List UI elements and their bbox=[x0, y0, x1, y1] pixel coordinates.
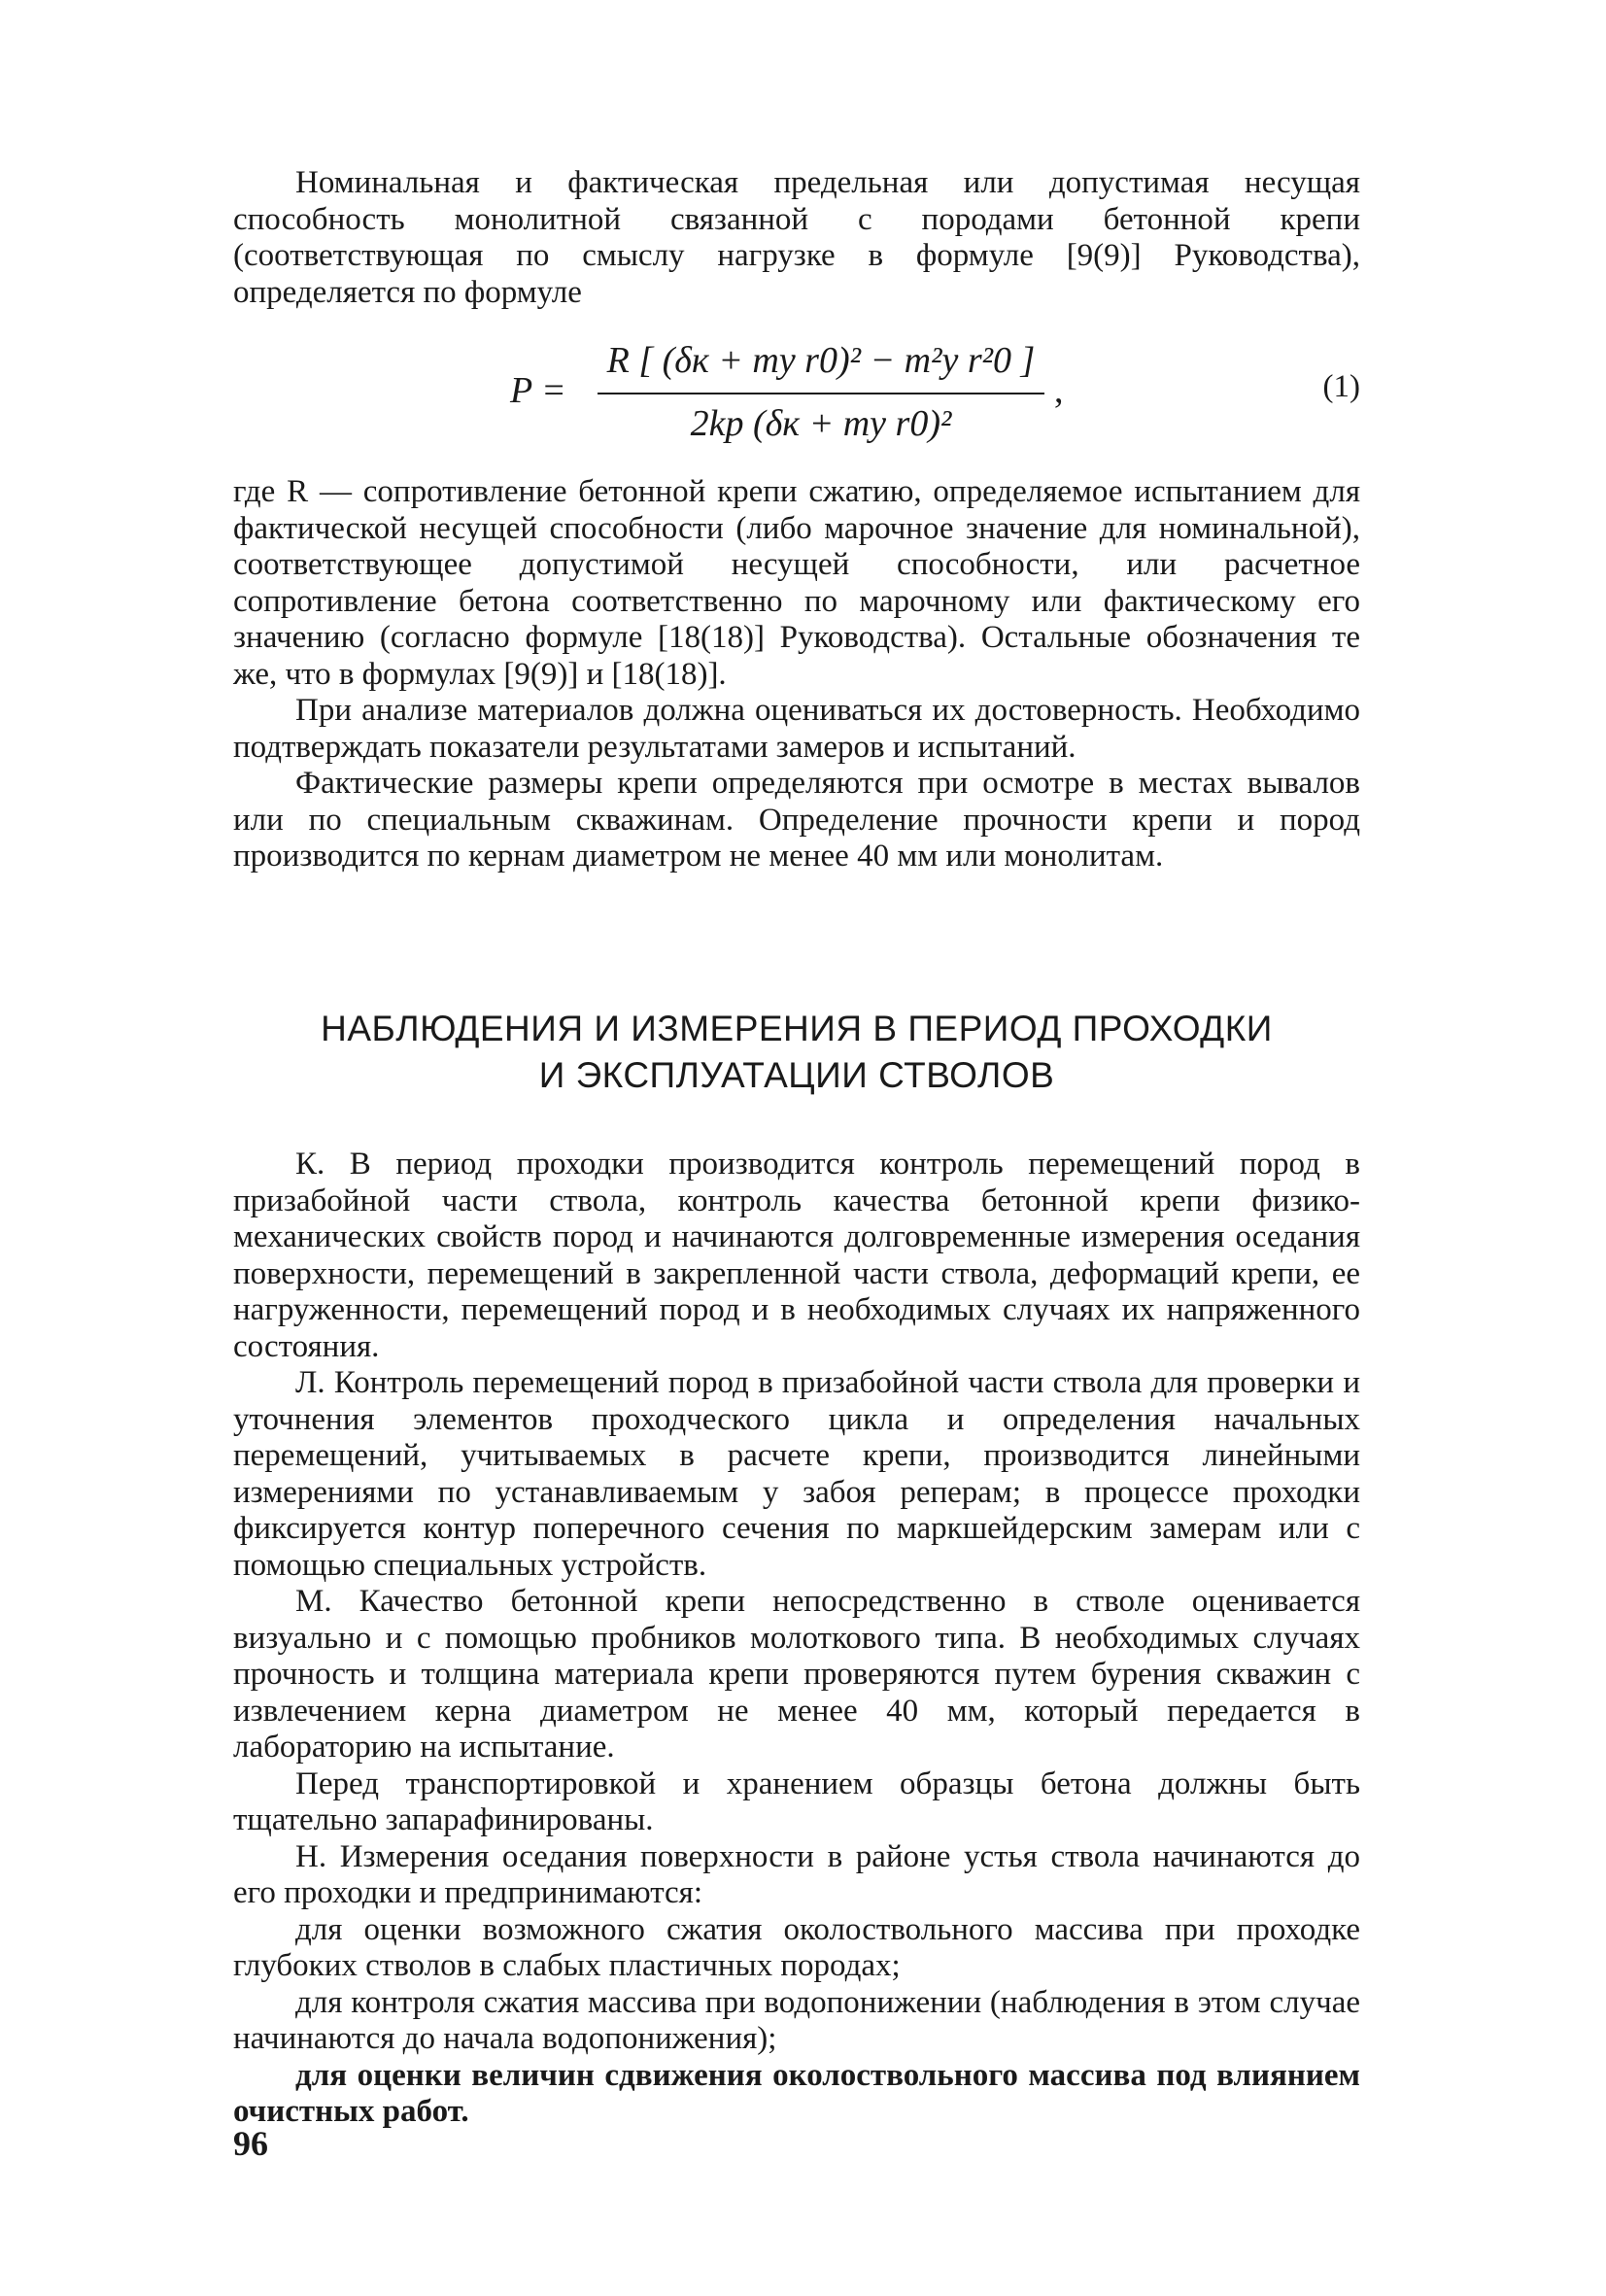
paragraph-actual-dimensions: Фактические размеры крепи определяются при осмотре в местах вывалов или по специальным скважинам. Определение прочности крепи и пород производится по кернам диаметром не менее 40 мм или монолитам. bbox=[233, 766, 1360, 874]
formula-numerator: R [ (δк + mу r0)² − m²у r²0 ] bbox=[606, 340, 1036, 381]
heading-line-2: И ЭКСПЛУАТАЦИИ СТВОЛОВ bbox=[538, 1055, 1055, 1095]
equation-number: (1) bbox=[1322, 369, 1360, 404]
list-item-compression: для оценки возможного сжатия околоствольного массива при проходке глубоких стволов в слабых пластичных породах; bbox=[233, 1911, 1360, 1983]
paragraph-samples: Перед транспортировкой и хранением образцы бетона должны быть тщательно запарафинированы. bbox=[233, 1765, 1360, 1837]
paragraph-k: К. В период проходки производится контроль перемещений пород в призабойной части ствола, контроль качества бетонной крепи физико-механических свойств пород и начинаются долговременные измерения оседания поверхности, перемещений в закрепленной части ствола, деформаций крепи, ее нагруженности, перемещений пород и в необходимых случаях их напряженного состояния. bbox=[233, 1147, 1360, 1364]
paragraph-where-r: где R — сопротивление бетонной крепи сжатию, определяемое испытанием для фактической несущей способности (либо марочное значение для номинальной), соответствующее допустимой несущей способности, или расчетное сопротивление бетона соответственно по марочному или фактическому его значению (согласно формуле [18(18)] Руководства). Остальные обозначения те же, что в формулах [9(9)] и [18(18)]. bbox=[233, 474, 1360, 692]
formula-denominator: 2kр (δк + mу r0)² bbox=[690, 403, 952, 444]
formula-1 bbox=[233, 330, 1360, 452]
list-item-dewatering: для контроля сжатия массива при водопонижении (наблюдения в этом случае начинаются до начала водопонижения); bbox=[233, 1984, 1360, 2056]
list-item-displacement: для оценки величин сдвижения околоствольного массива под влиянием очистных работ. bbox=[233, 2057, 1360, 2129]
paragraph-n: Н. Измерения оседания поверхности в районе устья ствола начинаются до его проходки и предпринимаются: bbox=[233, 1838, 1360, 1910]
formula-lhs: P = bbox=[510, 370, 566, 411]
page-number: 96 bbox=[233, 2124, 268, 2163]
section-heading bbox=[233, 1006, 1360, 1099]
fraction-bar bbox=[598, 393, 1044, 394]
paragraph-m: М. Качество бетонной крепи непосредственно в стволе оценивается визуально и с помощью пробников молоткового типа. В необходимых случаях прочность и толщина материала крепи проверяются путем бурения скважин с извлечением керна диаметром не менее 40 мм, который передается в лабораторию на испытание. bbox=[233, 1584, 1360, 1765]
paragraph-bearing-capacity: Номинальная и фактическая предельная или допустимая несущая способность монолитной связанной с породами бетонной крепи (соответствующая по смыслу нагрузке в формуле [9(9)] Руководства), определяется по формуле bbox=[233, 165, 1360, 310]
paragraph-l: Л. Контроль перемещений пород в призабойной части ствола для проверки и уточнения элементов проходческого цикла и определения начальных перемещений, учитываемых в расчете крепи, производится линейными измерениями по устанавливаемым у забоя реперам; в процессе проходки фиксируется контур поперечного сечения по маркшейдерским замерам или с помощью специальных устройств. bbox=[233, 1365, 1360, 1583]
formula-fraction bbox=[598, 330, 1044, 451]
top-text-block bbox=[233, 165, 1360, 311]
paragraph-reliability: При анализе материалов должна оцениваться их достоверность. Необходимо подтверждать показатели результатами замеров и испытаний. bbox=[233, 693, 1360, 765]
heading-line-1: НАБЛЮДЕНИЯ И ИЗМЕРЕНИЯ В ПЕРИОД ПРОХОДКИ bbox=[321, 1009, 1273, 1048]
formula-comma: , bbox=[1054, 370, 1064, 411]
bottom-text-block bbox=[233, 1147, 1360, 2131]
middle-text-block bbox=[233, 474, 1360, 875]
